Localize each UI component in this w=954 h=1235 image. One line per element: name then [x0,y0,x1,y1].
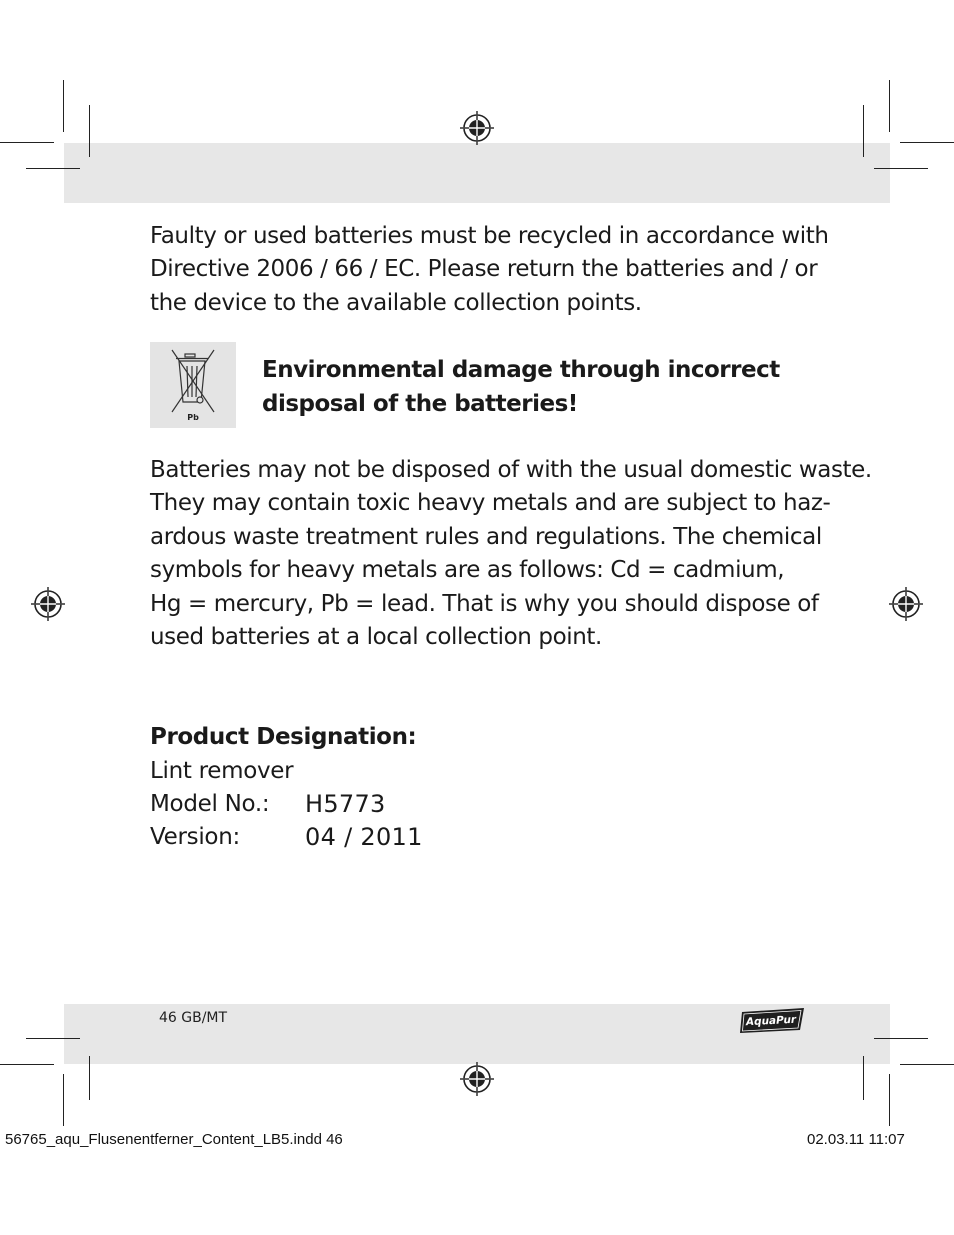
aquapur-logo [738,1006,806,1034]
registration-mark-icon [460,111,494,145]
page-number: 46 GB/MT [159,1010,228,1026]
registration-mark-icon [460,1062,494,1096]
crop-mark [0,142,54,143]
heavy-metals-paragraph [150,454,872,654]
header-band [64,143,890,203]
text-line: symbols for heavy metals are as follows: Cd = cadmium, [150,557,785,584]
text-line: the device to the available collection points. [150,289,642,316]
crop-mark [89,1056,90,1100]
text-line: used batteries at a local collection point. [150,624,602,651]
product-designation-title: Product Designation: [150,724,417,750]
crop-mark [26,1038,80,1039]
model-value: H5773 [305,790,386,818]
crop-mark [863,105,864,157]
print-slug-datetime: 02.03.11 11:07 [807,1131,905,1148]
crop-mark [26,168,80,169]
logo-text: AquaPur [745,1013,797,1029]
pb-label: Pb [187,413,199,422]
registration-mark-icon [31,587,65,621]
text-line: Directive 2006 / 66 / EC. Please return the batteries and / or [150,256,818,283]
print-slug-file: 56765_aqu_Flusenentferner_Content_LB5.indd 46 [5,1131,343,1148]
crop-mark [889,80,890,132]
text-line: Environmental damage through incorrect [262,357,780,383]
weee-symbol [150,342,236,428]
text-line: ardous waste treatment rules and regulations. The chemical [150,523,822,550]
crop-mark [0,1064,54,1065]
text-line: Batteries may not be disposed of with the usual domestic waste. [150,457,872,483]
text-line: They may contain toxic heavy metals and are subject to haz- [150,490,831,517]
crop-mark [900,1064,954,1065]
text-line: Hg = mercury, Pb = lead. That is why you should dispose of [150,590,819,617]
crossed-out-bin-icon [150,342,236,428]
model-label: Model No.: [150,791,270,817]
crop-mark [889,1074,890,1126]
recycling-paragraph [150,220,829,320]
text-line: Faulty or used batteries must be recycled in accordance with [150,223,829,249]
crop-mark [874,1038,928,1039]
crop-mark [89,105,90,157]
crop-mark [863,1056,864,1100]
crop-mark [63,80,64,132]
crop-mark [63,1074,64,1126]
crop-mark [874,168,928,169]
crop-mark [900,142,954,143]
text-line: disposal of the batteries! [262,391,578,417]
version-value: 04 / 2011 [305,823,423,851]
warning-heading [262,353,780,421]
registration-mark-icon [889,587,923,621]
product-name: Lint remover [150,758,294,784]
version-label: Version: [150,824,240,850]
